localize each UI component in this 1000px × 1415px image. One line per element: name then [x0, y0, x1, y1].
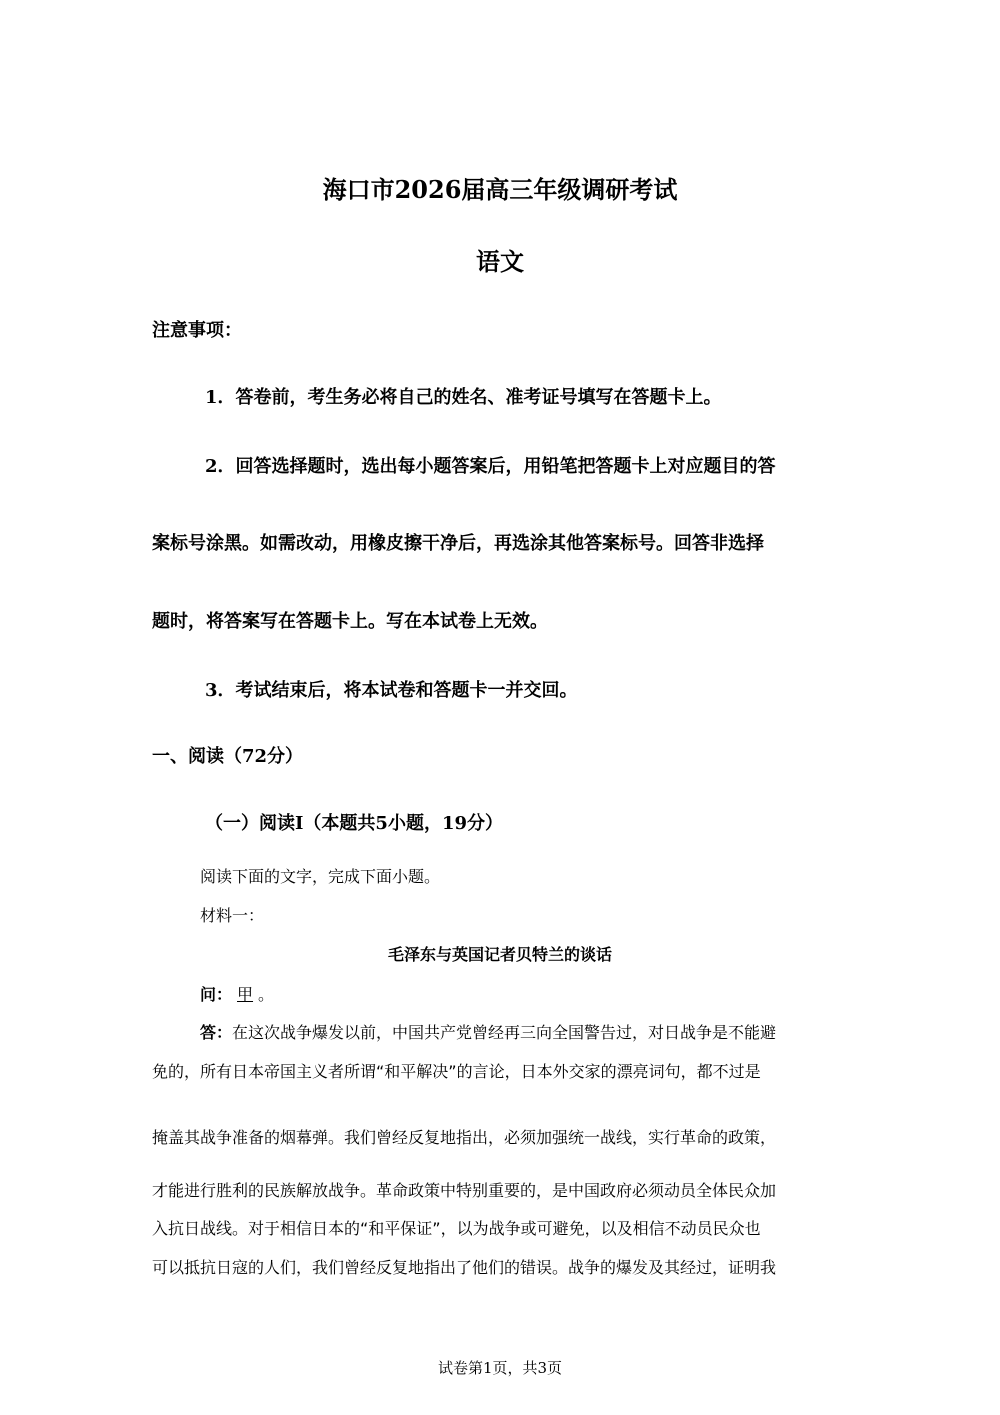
answer-line-1	[200, 1020, 776, 1043]
reading-instruction: 阅读下面的文字，完成下面小题。	[200, 867, 441, 886]
subject-title: 语文	[476, 247, 524, 276]
material-title: 毛泽东与英国记者贝特兰的谈话	[387, 945, 612, 964]
answer-label: 答：	[200, 1023, 233, 1042]
answer-text-1: 在这次战争爆发以前，中国共产党曾经再三向全国警告过，对日战争是不能避	[232, 1023, 777, 1042]
notice-item-2-line-2: 案标号涂黑。如需改动，用橡皮擦干净后，再选涂其他答案标号。回答非选择	[152, 533, 764, 554]
answer-line-5: 入抗日战线。对于相信日本的“和平保证”，以为战争或可避免，以及相信不动员民众也	[152, 1219, 761, 1238]
question-blank: 甲	[237, 985, 254, 1004]
answer-line-4: 才能进行胜利的民族解放战争。革命政策中特别重要的，是中国政府必须动员全体民众加	[152, 1181, 777, 1200]
question-label: 问：	[200, 985, 233, 1004]
notice-item-3: 3．考试结束后，将本试卷和答题卡一并交回。	[205, 680, 578, 701]
page-footer: 试卷第1页，共3页	[437, 1359, 563, 1377]
exam-title: 海口市2026届高三年级调研考试	[322, 175, 678, 204]
answer-line-6: 可以抵抗日寇的人们，我们曾经反复地指出了他们的错误。战争的爆发及其经过，证明我	[152, 1258, 777, 1277]
question-end: 。	[258, 985, 275, 1004]
notice-heading: 注意事项：	[152, 320, 242, 341]
section-heading: 一、阅读（72分）	[152, 746, 304, 767]
notice-item-1: 1．答卷前，考生务必将自己的姓名、准考证号填写在答题卡上。	[205, 387, 722, 408]
notice-item-2-line-1: 2．回答选择题时，选出每小题答案后，用铅笔把答题卡上对应题目的答	[205, 456, 776, 477]
subsection-heading: （一）阅读Ⅰ（本题共5小题，19分）	[205, 813, 503, 834]
question-line	[200, 982, 274, 1005]
answer-line-2: 免的，所有日本帝国主义者所谓“和平解决”的言论，日本外交家的漂亮词句，都不过是	[152, 1062, 761, 1081]
answer-line-3: 掩盖其战争准备的烟幕弹。我们曾经反复地指出，必须加强统一战线，实行革命的政策，	[152, 1128, 777, 1147]
notice-item-2-line-3: 题时，将答案写在答题卡上。写在本试卷上无效。	[152, 611, 548, 632]
material-label: 材料一：	[200, 906, 265, 925]
